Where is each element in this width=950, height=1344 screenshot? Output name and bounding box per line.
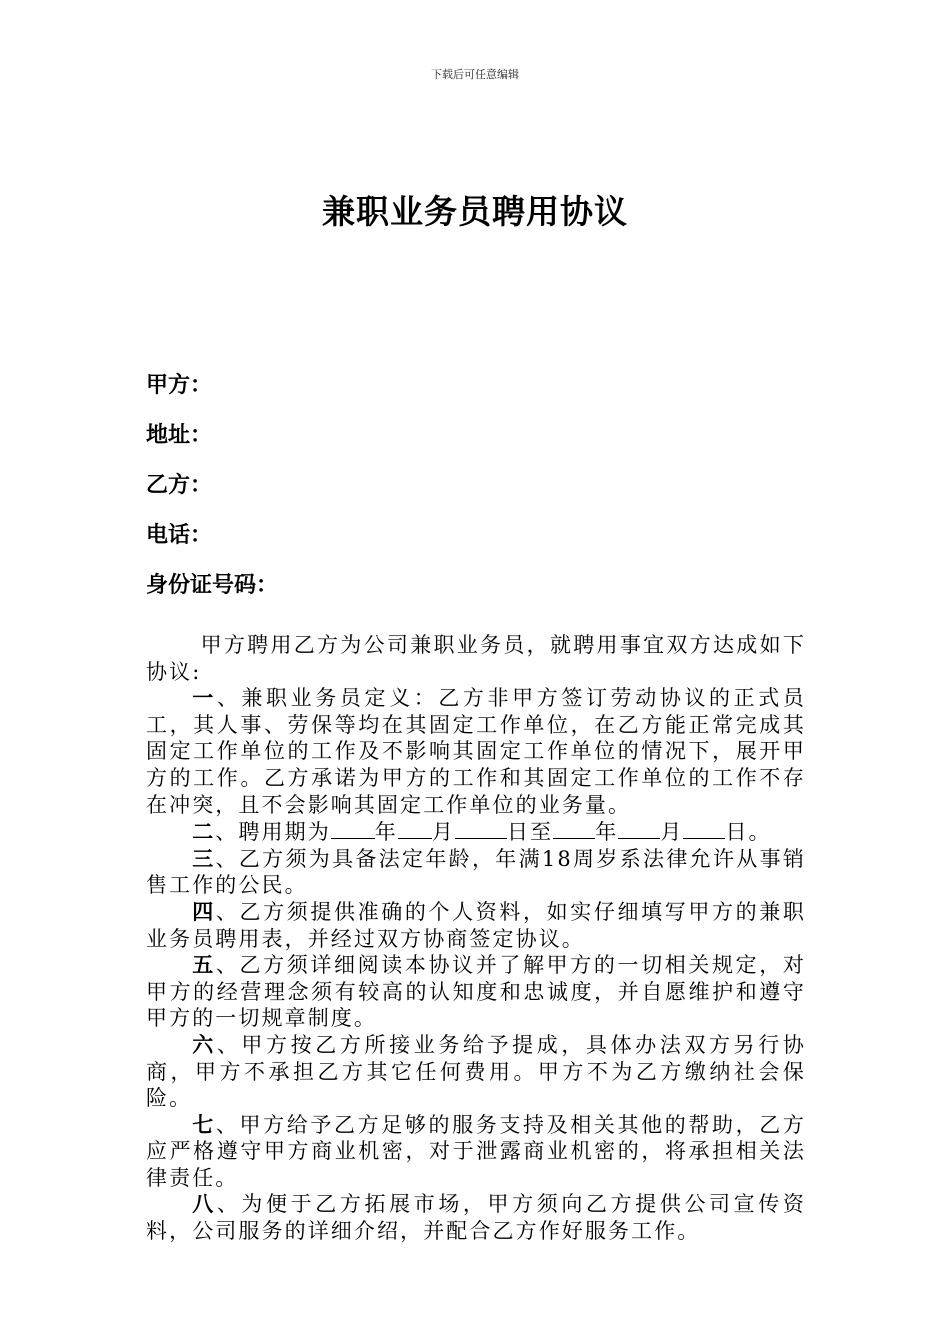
blank-end-day[interactable] [683, 818, 725, 839]
blank-end-month[interactable] [618, 818, 660, 839]
clause-text: 、聘用期为 [215, 820, 331, 845]
clause-2 [146, 818, 806, 846]
clause-number: 六 [192, 1031, 217, 1057]
unit-month: 月 [660, 820, 684, 845]
unit-day-to: 日至 [507, 820, 554, 845]
clause-number: 八 [192, 1191, 217, 1217]
clause-1 [146, 685, 806, 818]
blank-end-year[interactable] [553, 818, 595, 839]
field-party-a: 甲方： [146, 373, 213, 398]
unit-day-end: 日。 [725, 820, 772, 845]
clause-4 [146, 899, 806, 952]
blank-start-year[interactable] [331, 818, 375, 839]
field-id-number: 身份证号码： [146, 573, 279, 598]
clause-7 [146, 1112, 806, 1192]
unit-month: 月 [431, 820, 456, 845]
unit-year: 年 [595, 820, 619, 845]
unit-year: 年 [374, 820, 398, 845]
party-fields [146, 368, 806, 618]
clause-text: 、为便于乙方拓展市场，甲方须向乙方提供公司宣传资料，公司服务的详细介绍，并配合乙方作好服务工作。 [146, 1192, 806, 1244]
clause-number: 四 [192, 898, 216, 924]
document-title: 兼职业务员聘用协议 [322, 192, 628, 231]
clause-text: 、甲方给予乙方足够的服务支持及相关其他的帮助，乙方应严格遵守甲方商业机密，对于泄露商业机密的，将承担相关法律责任。 [146, 1112, 807, 1190]
agreement-body [146, 632, 806, 1245]
clause-number: 三 [192, 845, 216, 871]
clause-number: 七 [192, 1111, 216, 1137]
blank-start-month[interactable] [398, 818, 432, 839]
clause-text: 、乙方须提供准确的个人资料，如实仔细填写甲方的兼职业务员聘用表，并经过双方协商签定协议。 [146, 899, 807, 951]
field-address: 地址： [146, 423, 213, 448]
clause-text: 、乙方须为具备法定年龄，年满18周岁系法律允许从事销售工作的公民。 [146, 846, 806, 898]
header-note: 下载后可任意编辑 [431, 68, 519, 81]
clause-6 [146, 1032, 806, 1112]
field-phone: 电话： [146, 523, 213, 548]
clause-number: 五 [192, 952, 216, 978]
clause-text: 、兼职业务员定义：乙方非甲方签订劳动协议的正式员工，其人事、劳保等均在其固定工作单位，在乙方能正常完成其固定工作单位的工作及不影响其固定工作单位的情况下，展开甲方的工作。乙方承诺为甲方的工作和其固定工作单位的工作不存在冲突，且不会影响其固定工作单位的业务量。 [146, 686, 806, 817]
clause-text: 、甲方按乙方所接业务给予提成，具体办法双方另行协商，甲方不承担乙方其它任何费用。甲方不为乙方缴纳社会保险。 [146, 1032, 806, 1111]
clause-3 [146, 846, 806, 899]
intro-paragraph: 甲方聘用乙方为公司兼职业务员，就聘用事宜双方达成如下协议: [146, 633, 806, 684]
clause-text: 、乙方须详细阅读本协议并了解甲方的一切相关规定，对甲方的经营理念须有较高的认知度和忠诚度，并自愿维护和遵守甲方的一切规章制度。 [146, 953, 807, 1031]
blank-start-day[interactable] [455, 818, 507, 839]
clause-5 [146, 952, 806, 1032]
clause-number: 一 [192, 685, 217, 711]
clause-8 [146, 1191, 806, 1244]
clause-number: 二 [192, 819, 216, 845]
field-party-b: 乙方： [146, 473, 213, 498]
